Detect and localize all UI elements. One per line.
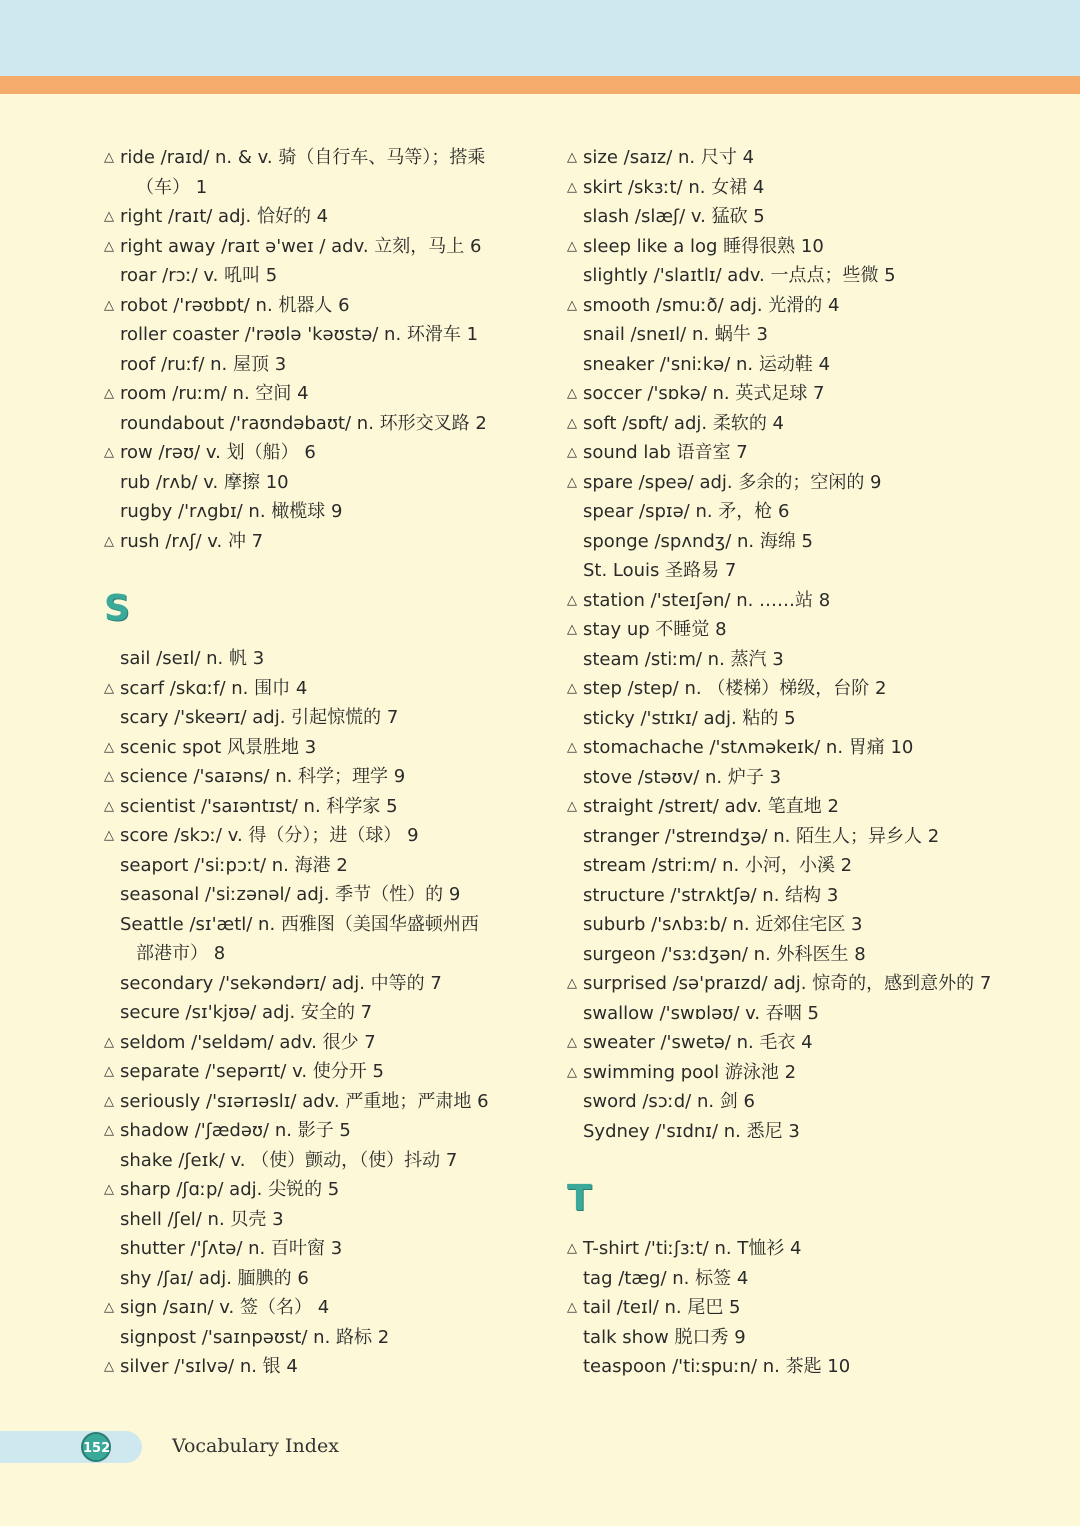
vocab-entry-text: sign /saɪn/ v. 签（名） 4 [120, 1297, 330, 1318]
vocab-entry-text: sound lab 语音室 7 [583, 442, 748, 463]
vocab-entry-text: teaspoon /'tiːspuːn/ n. 茶匙 10 [583, 1356, 851, 1377]
vocab-entry-text: Seattle /sɪ'ætl/ n. 西雅图（美国华盛顿州西 [120, 913, 479, 935]
new-word-marker: △ [567, 1300, 577, 1315]
vocab-entry [104, 910, 544, 969]
vocab-entry-text: seasonal /'siːzənəl/ adj. 季节（性）的 9 [120, 884, 461, 905]
vocab-entry-text: secure /sɪ'kjʊə/ adj. 安全的 7 [120, 1002, 373, 1023]
vocab-entry-text: shadow /'ʃædəʊ/ n. 影子 5 [120, 1120, 351, 1141]
new-word-marker: △ [104, 1300, 114, 1315]
section-letter-s: S [104, 588, 130, 629]
vocab-entry-text: stomachache /'stʌməkeɪk/ n. 胃痛 10 [583, 737, 914, 758]
vocab-entry-text: sticky /'stɪkɪ/ adj. 粘的 5 [583, 707, 796, 729]
vocab-entry-text: slightly /'slaɪtlɪ/ adv. 一点点；些微 5 [583, 265, 896, 286]
new-word-marker: △ [104, 1182, 114, 1197]
vocab-entry [104, 527, 544, 557]
footer-tab [0, 1431, 142, 1463]
new-word-marker: △ [104, 1123, 114, 1138]
vocab-entry-text: straight /streɪt/ adv. 笔直地 2 [583, 796, 839, 817]
vocab-entry [567, 792, 1007, 822]
r-entries-list [104, 143, 544, 556]
vocab-entry [104, 379, 544, 409]
new-word-marker: △ [567, 622, 577, 637]
vocab-entry [104, 998, 544, 1028]
vocab-entry-text: slash /slæʃ/ v. 猛砍 5 [583, 206, 765, 227]
vocab-entry-text: roar /rɔː/ v. 吼叫 5 [120, 265, 278, 286]
vocab-entry-text: signpost /'saɪnpəʊst/ n. 路标 2 [120, 1326, 390, 1348]
vocab-entry [104, 350, 544, 380]
new-word-marker: △ [104, 1093, 114, 1109]
vocab-entry [567, 1087, 1007, 1117]
vocab-entry [567, 261, 1007, 291]
vocab-entry [104, 1146, 544, 1176]
vocab-entry-text: stranger /'streɪndʒə/ n. 陌生人；异乡人 2 [583, 825, 940, 847]
new-word-marker: △ [104, 680, 114, 696]
vocab-entry [104, 497, 544, 527]
vocab-entry [567, 999, 1007, 1029]
vocab-entry-text: soccer /'sɒkə/ n. 英式足球 7 [583, 383, 825, 404]
vocab-entry-text: soft /sɒft/ adj. 柔软的 4 [583, 412, 784, 434]
vocab-entry [567, 527, 1007, 557]
vocab-entry-text: ride /raɪd/ n. & v. 骑（自行车、马等）；搭乘 [120, 147, 486, 168]
vocab-entry-text: roundabout /'raʊndəbaʊt/ n. 环形交叉路 2 [120, 412, 487, 434]
vocab-entry [104, 1352, 544, 1382]
vocab-entry [567, 969, 1007, 999]
new-word-marker: △ [567, 799, 577, 814]
new-word-marker: △ [104, 828, 114, 843]
vocab-entry-text: sail /seɪl/ n. 帆 3 [120, 648, 265, 669]
vocab-entry [567, 674, 1007, 704]
vocab-entry-text: sponge /spʌndʒ/ n. 海绵 5 [583, 530, 814, 552]
new-word-marker: △ [567, 445, 577, 460]
vocab-entry [104, 644, 544, 674]
new-word-marker: △ [567, 238, 577, 254]
vocab-entry [104, 1087, 544, 1117]
vocab-entry [104, 1175, 544, 1205]
vocab-entry [104, 1293, 544, 1323]
section-letter-t: T [567, 1178, 592, 1219]
vocab-entry-continuation: 部港市） 8 [136, 943, 226, 964]
orange-stripe [0, 76, 1080, 94]
vocab-entry-text: row /rəʊ/ v. 划（船） 6 [120, 442, 316, 463]
top-color-band [0, 0, 1080, 76]
vocab-entry-text: St. Louis 圣路易 7 [583, 560, 737, 581]
vocab-entry-text: silver /'sɪlvə/ n. 银 4 [120, 1356, 298, 1377]
vocab-entry [567, 438, 1007, 468]
vocab-entry-text: sword /sɔːd/ n. 剑 6 [583, 1091, 755, 1112]
new-word-marker: △ [104, 1034, 114, 1050]
vocab-entry-text: seaport /'siːpɔːt/ n. 海港 2 [120, 854, 348, 876]
footer-title: Vocabulary Index [172, 1435, 339, 1457]
vocab-entry [567, 1323, 1007, 1353]
new-word-marker: △ [104, 150, 114, 165]
vocab-entry-text: scary /'skeərɪ/ adj. 引起惊慌的 7 [120, 707, 399, 728]
vocab-entry [104, 409, 544, 439]
vocab-entry [567, 409, 1007, 439]
new-word-marker: △ [104, 533, 114, 549]
vocab-entry [567, 497, 1007, 527]
t-entries-list [567, 1234, 1007, 1382]
new-word-marker: △ [567, 1035, 577, 1050]
page-number-badge: 152 [81, 1432, 111, 1462]
vocab-entry [567, 615, 1007, 645]
vocab-entry-text: sweater /'swetə/ n. 毛衣 4 [583, 1032, 813, 1053]
vocab-entry [567, 468, 1007, 498]
new-word-marker: △ [567, 592, 577, 608]
vocab-entry-text: sleep like a log 睡得很熟 10 [583, 235, 824, 257]
vocab-entry [104, 1205, 544, 1235]
vocab-entry-text: scientist /'saɪəntɪst/ n. 科学家 5 [120, 795, 398, 817]
new-word-marker: △ [104, 1359, 114, 1374]
new-word-marker: △ [567, 474, 577, 490]
new-word-marker: △ [104, 209, 114, 224]
vocab-entry-text: swallow /'swɒləʊ/ v. 吞咽 5 [583, 1002, 819, 1024]
vocab-entry-text: tag /tæg/ n. 标签 4 [583, 1267, 749, 1289]
vocab-entry [567, 851, 1007, 881]
s-entries-list-continued [567, 143, 1007, 1146]
vocab-entry [104, 261, 544, 291]
new-word-marker: △ [104, 739, 114, 755]
new-word-marker: △ [567, 1241, 577, 1256]
vocab-entry-text: shy /ʃaɪ/ adj. 腼腆的 6 [120, 1267, 309, 1289]
vocab-entry [104, 821, 544, 851]
vocab-entry [104, 1057, 544, 1087]
new-word-marker: △ [104, 798, 114, 814]
vocab-entry-text: rush /rʌʃ/ v. 冲 7 [120, 530, 264, 552]
vocab-entry [104, 320, 544, 350]
vocab-entry-text: step /step/ n. （楼梯）梯级，台阶 2 [583, 678, 887, 699]
vocab-entry-text: stream /striːm/ n. 小河，小溪 2 [583, 855, 853, 876]
vocab-entry [567, 645, 1007, 675]
vocab-entry [567, 1264, 1007, 1294]
vocab-entry [104, 792, 544, 822]
vocab-entry-text: roof /ruːf/ n. 屋顶 3 [120, 353, 287, 375]
vocab-entry [567, 143, 1007, 173]
new-word-marker: △ [104, 1064, 114, 1079]
vocab-entry [104, 143, 544, 202]
vocab-entry-text: robot /'rəʊbɒt/ n. 机器人 6 [120, 294, 350, 316]
vocab-entry-text: surprised /sə'praɪzd/ adj. 惊奇的，感到意外的 7 [583, 973, 992, 994]
vocab-entry [104, 291, 544, 321]
vocab-entry [567, 704, 1007, 734]
vocab-entry [567, 202, 1007, 232]
vocab-entry-text: swimming pool 游泳池 2 [583, 1061, 797, 1083]
vocab-entry-text: tail /teɪl/ n. 尾巴 5 [583, 1297, 741, 1318]
vocab-entry [567, 763, 1007, 793]
new-word-marker: △ [567, 386, 577, 401]
vocab-entry [567, 1234, 1007, 1264]
vocab-entry-text: shell /ʃel/ n. 贝壳 3 [120, 1208, 284, 1230]
vocab-entry [104, 1116, 544, 1146]
vocab-entry [567, 173, 1007, 203]
vocab-entry [104, 1028, 544, 1058]
vocab-entry [104, 733, 544, 763]
vocab-entry-text: seldom /'seldəm/ adv. 很少 7 [120, 1031, 376, 1053]
vocab-entry [104, 703, 544, 733]
s-entries-list [104, 644, 544, 1382]
vocab-entry [567, 379, 1007, 409]
vocab-entry-text: shake /ʃeɪk/ v. （使）颤动，（使）抖动 7 [120, 1149, 458, 1171]
vocab-entry-text: right /raɪt/ adj. 恰好的 4 [120, 206, 329, 227]
vocab-entry-text: steam /stiːm/ n. 蒸汽 3 [583, 648, 784, 670]
vocab-entry-text: structure /'strʌktʃə/ n. 结构 3 [583, 884, 839, 906]
vocab-entry-continuation: （车） 1 [136, 176, 208, 198]
vocab-entry-text: secondary /'sekəndərɪ/ adj. 中等的 7 [120, 972, 442, 994]
vocab-entry [567, 940, 1007, 970]
vocab-entry-text: station /'steɪʃən/ n. ……站 8 [583, 589, 831, 611]
vocab-entry [567, 586, 1007, 616]
vocab-entry-text: suburb /'sʌbɜːb/ n. 近郊住宅区 3 [583, 914, 863, 935]
vocab-entry [567, 556, 1007, 586]
vocab-entry-text: right away /raɪt ə'weɪ / adv. 立刻，马上 6 [120, 235, 482, 257]
vocab-entry-text: T-shirt /'tiːʃɜːt/ n. T恤衫 4 [583, 1238, 802, 1259]
vocab-entry-text: room /ruːm/ n. 空间 4 [120, 383, 309, 404]
vocab-entry-text: sharp /ʃɑːp/ adj. 尖锐的 5 [120, 1179, 340, 1200]
vocab-entry [104, 880, 544, 910]
vocab-entry-text: scarf /skɑːf/ n. 围巾 4 [120, 677, 308, 699]
new-word-marker: △ [567, 976, 577, 991]
vocab-entry [567, 232, 1007, 262]
new-word-marker: △ [104, 386, 114, 401]
right-column [567, 143, 1007, 1382]
vocab-entry-text: sneaker /'sniːkə/ n. 运动鞋 4 [583, 353, 831, 375]
vocab-entry-text: score /skɔː/ v. 得（分）；进（球） 9 [120, 825, 419, 846]
new-word-marker: △ [104, 769, 114, 784]
vocab-entry-text: spare /speə/ adj. 多余的；空闲的 9 [583, 471, 882, 493]
vocab-entry-text: stay up 不睡觉 8 [583, 619, 727, 640]
vocab-entry [104, 762, 544, 792]
vocab-entry [104, 1264, 544, 1294]
vocab-entry-text: roller coaster /'rəʊlə 'kəʊstə/ n. 环滑车 1 [120, 324, 479, 345]
vocab-entry [567, 1293, 1007, 1323]
vocab-entry-text: size /saɪz/ n. 尺寸 4 [583, 147, 755, 168]
vocab-entry-text: smooth /smuːð/ adj. 光滑的 4 [583, 294, 840, 316]
vocab-entry [104, 438, 544, 468]
vocab-entry [567, 1028, 1007, 1058]
vocab-entry [104, 674, 544, 704]
vocab-entry [104, 1323, 544, 1353]
vocab-entry-text: stove /stəʊv/ n. 炉子 3 [583, 766, 782, 788]
vocab-entry [567, 822, 1007, 852]
vocab-entry-text: Sydney /'sɪdnɪ/ n. 悉尼 3 [583, 1120, 800, 1142]
new-word-marker: △ [567, 179, 577, 195]
vocab-entry-text: snail /sneɪl/ n. 蜗牛 3 [583, 324, 768, 345]
vocab-entry [104, 1234, 544, 1264]
new-word-marker: △ [567, 1064, 577, 1080]
vocab-entry [567, 733, 1007, 763]
vocab-entry [104, 202, 544, 232]
vocab-entry [567, 1352, 1007, 1382]
vocab-entry-text: rugby /'rʌgbɪ/ n. 橄榄球 9 [120, 501, 343, 522]
vocab-entry [567, 881, 1007, 911]
vocab-entry [104, 468, 544, 498]
new-word-marker: △ [104, 238, 114, 254]
new-word-marker: △ [567, 150, 577, 165]
new-word-marker: △ [567, 681, 577, 696]
left-column [104, 143, 544, 1382]
vocab-entry-text: skirt /skɜːt/ n. 女裙 4 [583, 176, 765, 198]
vocab-entry-text: scenic spot 风景胜地 3 [120, 736, 317, 758]
new-word-marker: △ [104, 297, 114, 313]
new-word-marker: △ [104, 445, 114, 460]
vocab-entry-text: talk show 脱口秀 9 [583, 1326, 746, 1348]
vocab-entry-text: science /'saɪəns/ n. 科学；理学 9 [120, 766, 406, 787]
vocab-entry [567, 910, 1007, 940]
vocab-entry [567, 1058, 1007, 1088]
vocab-entry-text: seriously /'sɪərɪəslɪ/ adv. 严重地；严肃地 6 [120, 1090, 489, 1112]
vocab-entry [104, 969, 544, 999]
vocab-entry [104, 851, 544, 881]
new-word-marker: △ [567, 740, 577, 755]
vocab-entry-text: spear /spɪə/ n. 矛，枪 6 [583, 501, 790, 522]
vocab-entry [567, 1117, 1007, 1147]
vocab-entry-text: separate /'sepərɪt/ v. 使分开 5 [120, 1061, 384, 1082]
new-word-marker: △ [567, 297, 577, 313]
vocab-entry [567, 291, 1007, 321]
vocab-entry-text: rub /rʌb/ v. 摩擦 10 [120, 471, 289, 493]
vocab-entry-text: shutter /'ʃʌtə/ n. 百叶窗 3 [120, 1238, 343, 1259]
vocab-entry-text: surgeon /'sɜːdʒən/ n. 外科医生 8 [583, 943, 866, 965]
vocab-entry [567, 350, 1007, 380]
vocab-entry [567, 320, 1007, 350]
new-word-marker: △ [567, 415, 577, 431]
vocab-entry [104, 232, 544, 262]
